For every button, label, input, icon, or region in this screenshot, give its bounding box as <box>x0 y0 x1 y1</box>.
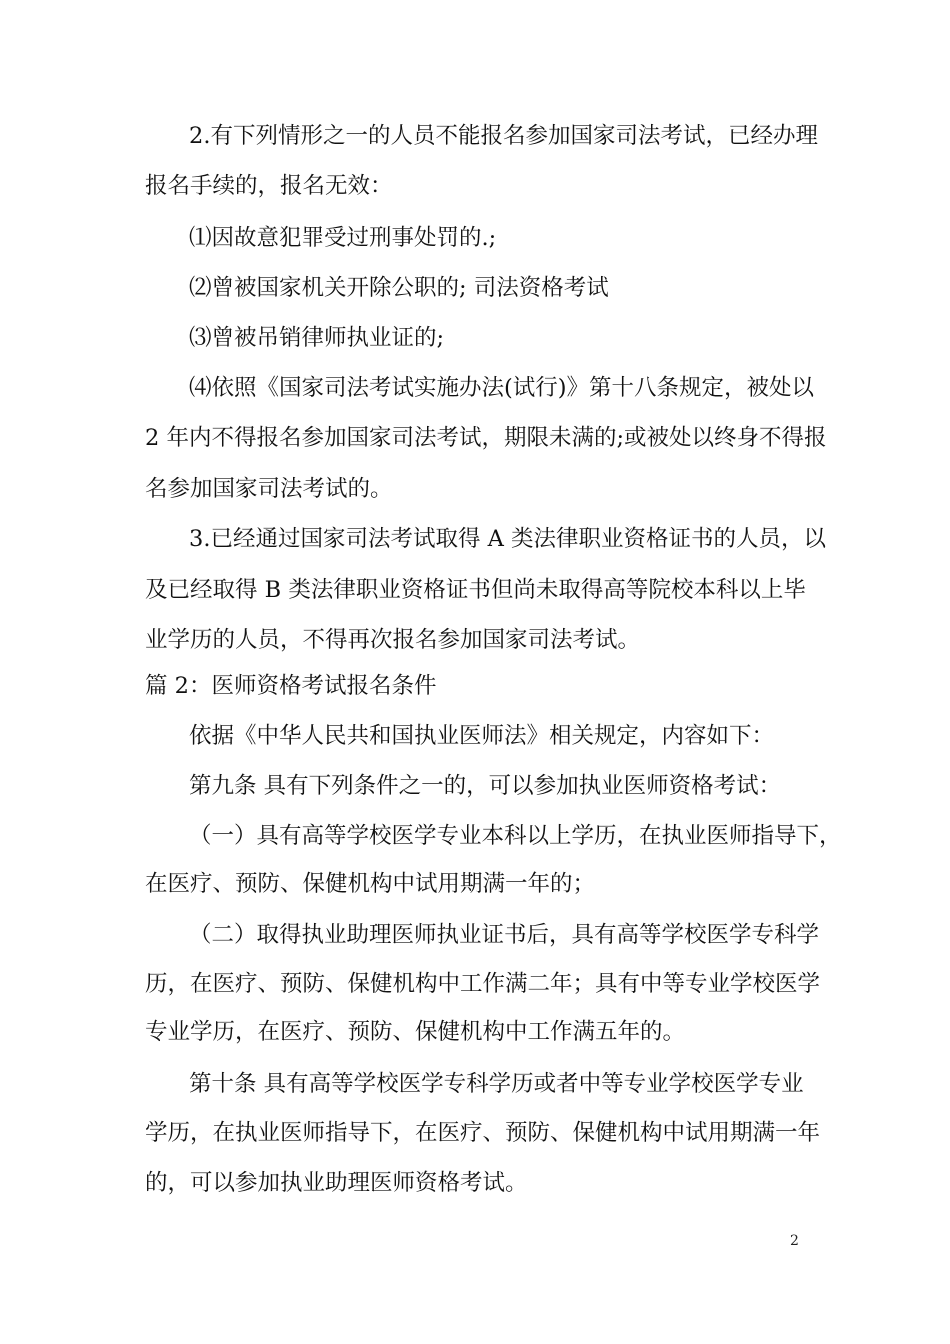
paragraph-line: 依据《中华人民共和国执业医师法》相关规定，内容如下： <box>189 723 775 749</box>
paragraph-line: 报名手续的，报名无效： <box>145 173 393 199</box>
list-item: ⑷依照《国家司法考试实施办法(试行)》第十八条规定，被处以 <box>189 375 815 401</box>
paragraph-line: 第九条 具有下列条件之一的，可以参加执业医师资格考试： <box>189 773 782 799</box>
paragraph-line: 名参加国家司法考试的。 <box>145 476 393 502</box>
paragraph-line: （一）具有高等学校医学专业本科以上学历，在执业医师指导下， <box>189 823 842 849</box>
paragraph-line: 3.已经通过国家司法考试取得 A 类法律职业资格证书的人员，以 <box>189 526 827 552</box>
paragraph-line: 专业学历，在医疗、预防、保健机构中工作满五年的。 <box>145 1019 686 1045</box>
list-item: ⑴因故意犯罪受过刑事处罚的.; <box>189 225 497 251</box>
page-number: 2 <box>790 1233 799 1249</box>
paragraph-line: 2 年内不得报名参加国家司法考试，期限未满的;或被处以终身不得报 <box>145 425 827 451</box>
paragraph-line: （二）取得执业助理医师执业证书后，具有高等学校医学专科学 <box>189 922 820 948</box>
paragraph-line: 的，可以参加执业助理医师资格考试。 <box>145 1170 528 1196</box>
paragraph-line: 在医疗、预防、保健机构中试用期满一年的； <box>145 871 596 897</box>
paragraph-line: 业学历的人员，不得再次报名参加国家司法考试。 <box>145 627 641 653</box>
paragraph-line: 2.有下列情形之一的人员不能报名参加国家司法考试，已经办理 <box>189 123 818 149</box>
paragraph-line: 及已经取得 B 类法律职业资格证书但尚未取得高等院校本科以上毕 <box>145 577 806 603</box>
list-item: ⑵曾被国家机关开除公职的; 司法资格考试 <box>189 275 609 301</box>
paragraph-line: 学历，在执业医师指导下，在医疗、预防、保健机构中试用期满一年 <box>145 1120 821 1146</box>
paragraph-line: 第十条 具有高等学校医学专科学历或者中等专业学校医学专业 <box>189 1071 804 1097</box>
paragraph-line: 历，在医疗、预防、保健机构中工作满二年；具有中等专业学校医学 <box>145 971 821 997</box>
list-item: ⑶曾被吊销律师执业证的; <box>189 325 445 351</box>
section-heading: 篇 2：医师资格考试报名条件 <box>145 673 437 699</box>
